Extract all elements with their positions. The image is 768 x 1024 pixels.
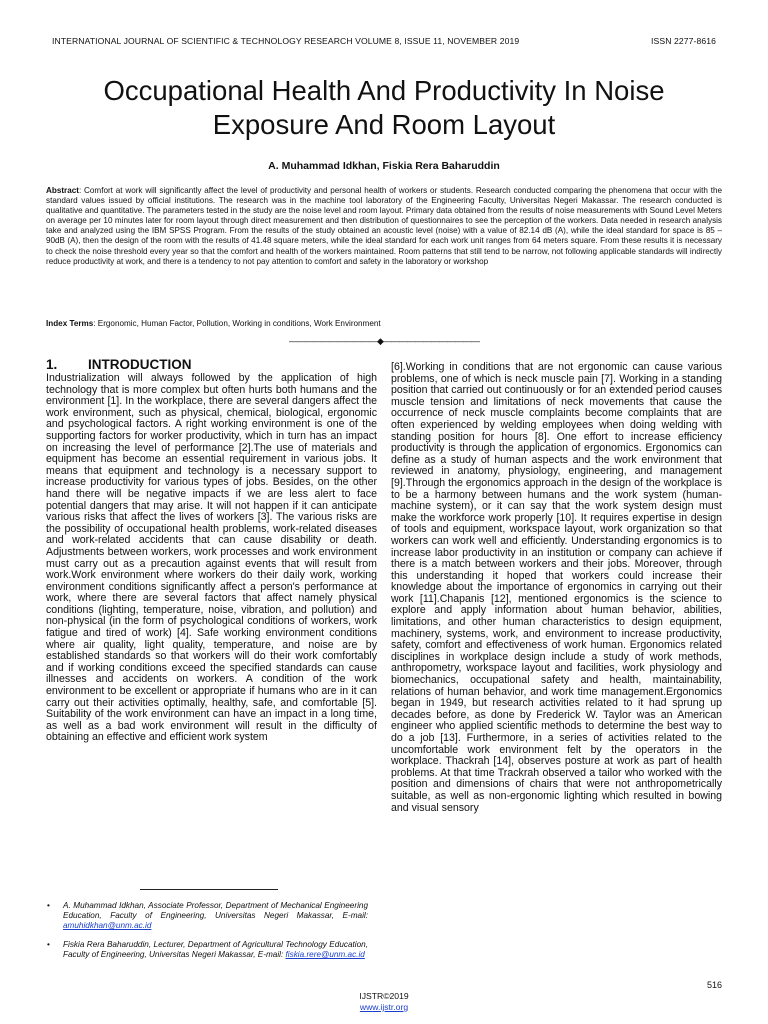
issn-header: ISSN 2277-8616 [651, 36, 716, 46]
index-terms [46, 319, 722, 328]
body-column-right: [6].Working in conditions that are not ergonomic can cause various problems, one of which is neck muscle pain [7]. Working in a standing position that carried out continuously or for an extended period causes muscle tension and limitations of neck movements that cause the occurrence of neck muscle complaints become complaints that are often experienced by welding employees when doing welding with standing position for hours [8]. One effort to increase efficiency productivity is through the application of ergonomics. Ergonomics can define as a study of human aspects and the work environment that reviewed in anatomy, physiology, engineering, and management [9].Through the ergonomics approach in the design of the workplace is to be a harmony between humans and the work system (human-machine system), or it can say that the work system design must make the workforce work properly [10]. It requires expertise in design of tools and equipment, workspace layout, work organization so that workers can work well and efficiently. Understanding ergonomics is to increase labor productivity in an institution or company can achieve if there is a match between workers and their jobs. Moreover, through this understanding it hoped that workers could increase their knowledge about the importance of ergonomics in carrying out their work [11].Chapanis [12], mentioned ergonomics is the science to explore and apply information about human behavior, abilities, limitations, and other human characteristics to design equipment, machinery, systems, work, and environment to increase productivity, safety, comfort and effectiveness of work human. Ergonomics related disciplines in workplace design include a study of work methods, anthropometry, workspace layout and facilities, work physiology and biomechanics, occupational safety and health, maintainability, relations of human behavior, and work time management.Ergonomics began in 1949, but research activities related to it had sprung up decades before, as done by Frederick W. Taylor was an American engineer who applied scientific methods to determine the best way to do a job [13]. Furthermore, in a series of activities related to the uncomfortable work environment felt by the operators in the workplace. Thackrah [14], observes posture at work as part of health problems. At that time Trackrah observed a tailor who worked with the position and dimensions of chairs that were not anthropometrically suitable, as well as non-ergonomic lighting which resulted in bowing and visual sensory [391, 361, 722, 814]
page-footer [0, 991, 768, 1013]
journal-header: INTERNATIONAL JOURNAL OF SCIENTIFIC & TECHNOLOGY RESEARCH VOLUME 8, ISSUE 11, NOVEMBER 2019 [52, 36, 520, 46]
section-number: 1. [46, 357, 58, 372]
email-link[interactable]: amuhidkhan@unm.ac.id [63, 921, 152, 931]
section-separator: ———————————◆———————————— [289, 336, 479, 346]
abstract [46, 186, 722, 267]
paper-title [40, 74, 728, 142]
index-terms-text: : Ergonomic, Human Factor, Pollution, Working in conditions, Work Environment [93, 319, 381, 328]
footnote-text: Fiskia Rera Baharuddin, Lecturer, Department of Agricultural Technology Education, Faculty of Engineering, Universitas Negeri Makassar, E-mail: [63, 940, 368, 960]
abstract-text: : Comfort at work will significantly affect the level of productivity and personal health of workers or students. Research conducted comparing the phenomena that occur with the standard values issued by official institutions. The research was in the machine tool laboratory of the Engineering Faculty, Universitas Negeri Makassar. The research conducted is qualitative and quantitative. The parameters tested in the study are the noise level and room layout. Primary data obtained from the results of noise measurements with Sound Level Meters on average per 10 minutes later for room layout through direct measurement and then distribution of questionnaires to see the perception of the workers. Data needed in research analysis take and analyzed using the IBM SPSS Program. From the results of the study obtained an acoustic level (noise) with a value of 82.14 dB (A), while the ideal standard for space is 85 – 90dB (A), then the design of the room with the results of 41.48 square meters, while the ideal standard for each work unit ranges from 64 meters square. From these results it is necessary to check the noise threshold every year so that the comfort and health of the workers maintained. Room patterns that still tend to be narrow, not following applicable standards will indirectly reduce productivity at work, and there is a tendency to not pay attention to comfort and safety in the laboratory or workshop [46, 186, 722, 266]
footnote-bullet: • [47, 901, 50, 910]
footnote-rule [140, 889, 278, 890]
section-title: INTRODUCTION [88, 357, 192, 372]
footer-copyright: IJSTR©2019 [359, 991, 409, 1001]
author-list: A. Muhammad Idkhan, Fiskia Rera Baharuddin [268, 160, 500, 172]
footnote-author-2 [47, 940, 368, 960]
section-heading [46, 357, 192, 372]
page-number: 516 [706, 980, 722, 990]
index-terms-label: Index Terms [46, 319, 94, 328]
footer-website-link[interactable]: www.ijstr.org [359, 1002, 409, 1012]
title-line-1: Occupational Health And Productivity In Noise [103, 75, 665, 106]
footnote-author-1 [47, 901, 368, 932]
footnote-bullet: • [47, 940, 50, 949]
title-line-2: Exposure And Room Layout [212, 109, 556, 140]
email-link[interactable]: fiskia.rere@unm.ac.id [285, 950, 365, 960]
footnote-text: A. Muhammad Idkhan, Associate Professor, Department of Mechanical Engineering Education, Faculty of Engineering, Universitas Negeri Makassar, E-mail: [63, 901, 368, 921]
abstract-label: Abstract [46, 186, 79, 195]
body-column-left: Industrialization will always followed by the application of high technology that is more complex but often hurts both humans and the environment [1]. In the workplace, there are several dangers affect the work environment, such as physical, chemical, biological, ergonomic and psychological factors. A right working environment is one of the supporting factors for worker productivity, which in turn has an impact on increasing the level of performance [2].The use of materials and equipment has become an essential requirement in various jobs. It means that equipment and technology is a necessary support to increase productivity for various types of jobs. Besides, on the other hand there will be negative impacts if we are less alert to face potential dangers that may arise. It will not happen if it can anticipate various risks that affect the lives of workers [3]. The various risks are the possibility of occupational health problems, work-related diseases and work-related accidents that can cause disability or death. Adjustments between workers, work processes and work environment must carry out as a precaution against events that will result from work.Work environment where workers do their daily work, working environment conditions significantly affect a person's performance at work, where there are several factors that affect namely physical conditions (lighting, temperature, noise, vibration, and pollution) and non-physical (in the form of psychological conditions of workers, work fatigue and tired of work) [4]. Safe working environment conditions where air quality, light quality, temperature, and noise are by established standards so that workers will do their work comfortably and if working conditions exceed the specified standards can cause illnesses and accidents on workers. A condition of the work environment to be excellent or appropriate if humans who are in it can carry out their activities optimally, healthy, safe, and comfortable [5]. Suitability of the work environment can have an impact in a long time, as well as a bad work environment will result in the difficulty of obtaining an effective and efficient work system [46, 372, 377, 744]
